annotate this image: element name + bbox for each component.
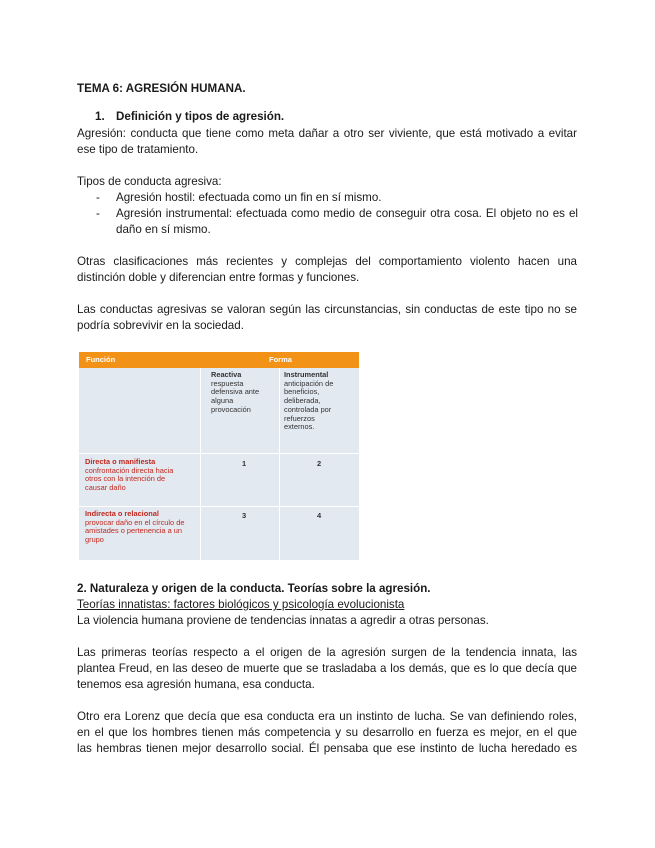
indirecta-line: amistades o pertenencia a un — [85, 526, 182, 536]
table-header-row — [79, 352, 359, 368]
section2-line-1: La violencia humana proviene de tendencias innatas a agredir a otras personas. — [77, 614, 489, 627]
section1-number: 1. — [95, 110, 105, 123]
reactiva-cell — [211, 371, 259, 415]
cell-value-4: 4 — [317, 511, 322, 520]
freud-paragraph-line-3: tenemos esa agresión humana, esa conducta. — [77, 678, 315, 691]
instrumental-line: externos. — [284, 422, 315, 432]
definition-line-2: ese tipo de tratamiento. — [77, 143, 199, 156]
row-indirecta-cell — [85, 510, 184, 545]
column-divider — [200, 368, 201, 560]
indirecta-line: provocar daño en el círculo de — [85, 517, 185, 527]
type-hostil: Agresión hostil: efectuada como un fin en sí mismo. — [116, 191, 382, 204]
indirecta-title: Indirecta o relacional — [85, 509, 159, 518]
instrumental-title: Instrumental — [284, 370, 329, 379]
type-instrumental-line-2: daño en sí mismo. — [116, 223, 211, 236]
directa-line: otros con la intención de — [85, 474, 166, 484]
paragraph2-line-1: Las conductas agresivas se valoran según las circunstancias, sin conductas de este tipo no se — [77, 303, 577, 316]
section2-heading: 2. Naturaleza y origen de la conducta. Teorías sobre la agresión. — [77, 582, 431, 595]
types-intro: Tipos de conducta agresiva: — [77, 175, 222, 188]
document-title: TEMA 6: AGRESIÓN HUMANA. — [77, 82, 246, 95]
reactiva-title: Reactiva — [211, 370, 242, 379]
paragraph1-line-2: distinción doble y diferencian entre formas y funciones. — [77, 271, 360, 284]
lorenz-paragraph-line-3: las hembras tienen mejor desarrollo social. Él pensaba que ese instinto de lucha heredado es — [77, 742, 577, 755]
reactiva-line: provocación — [211, 404, 251, 414]
cell-value-1: 1 — [242, 459, 247, 468]
instrumental-line: beneficios, — [284, 387, 320, 397]
header-forma: Forma — [269, 355, 292, 364]
row-divider — [79, 453, 359, 454]
paragraph1-line-1: Otras clasificaciones más recientes y complejas del comportamiento violento hacen una — [77, 255, 577, 268]
directa-line: causar daño — [85, 483, 126, 493]
bullet-dash: - — [96, 191, 100, 204]
row-directa-cell — [85, 458, 173, 493]
instrumental-cell — [284, 371, 333, 432]
indirecta-line: grupo — [85, 535, 104, 545]
row-divider — [79, 506, 359, 507]
instrumental-line: controlada por — [284, 404, 332, 414]
freud-paragraph-line-2: plantea Freud, en las deseo de muerte que se trasladaba a los demás, que es lo que decía que — [77, 662, 577, 675]
reactiva-line: alguna — [211, 396, 234, 406]
instrumental-line: refuerzos — [284, 413, 315, 423]
cell-value-2: 2 — [317, 459, 322, 468]
bullet-dash: - — [96, 207, 100, 220]
column-divider — [279, 368, 280, 560]
paragraph2-line-2: podría sobrevivir en la sociedad. — [77, 319, 244, 332]
reactiva-line: respuesta — [211, 378, 244, 388]
directa-line: confrontación directa hacia — [85, 465, 174, 475]
lorenz-paragraph-line-1: Otro era Lorenz que decía que esa conducta era un instinto de lucha. Se van definiendo roles, — [77, 710, 577, 723]
section1-heading: Definición y tipos de agresión. — [116, 110, 285, 123]
type-instrumental-line-1: Agresión instrumental: efectuada como medio de conseguir otra cosa. El objeto no es el — [116, 207, 578, 220]
instrumental-line: anticipación de — [284, 378, 334, 388]
aggression-table — [79, 352, 359, 560]
cell-value-3: 3 — [242, 511, 247, 520]
directa-title: Directa o manifiesta — [85, 457, 156, 466]
lorenz-paragraph-line-2: en el que los hombres tienen más competencia y su desarrollo en fuerza es mejor, en el que — [77, 726, 577, 739]
definition-line-1: Agresión: conducta que tiene como meta dañar a otro ser viviente, que está motivado a evitar — [77, 127, 577, 140]
instrumental-line: deliberada, — [284, 396, 321, 406]
header-funcion: Función — [86, 355, 116, 364]
freud-paragraph-line-1: Las primeras teorías respecto a el origen de la agresión surgen de la tendencia innata, las — [77, 646, 577, 659]
reactiva-line: defensiva ante — [211, 387, 260, 397]
section2-subheading: Teorías innatistas: factores biológicos y psicología evolucionista — [77, 598, 405, 611]
